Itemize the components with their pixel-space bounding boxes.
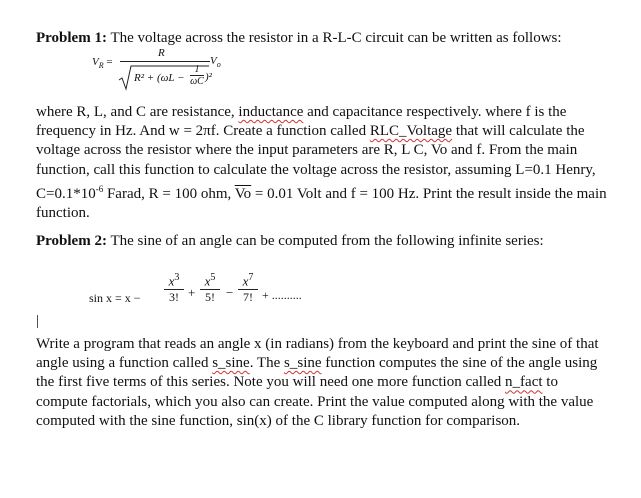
formula-fraction-bar xyxy=(120,61,210,62)
formula-inner-close: )² xyxy=(205,71,212,83)
formula-numerator: R xyxy=(158,47,165,59)
series-op-1: + xyxy=(188,285,196,300)
problem1-heading-text: The voltage across the resistor in a R-L-C circuit can be written as follows: xyxy=(110,30,562,46)
series-term-1: $x^3$ 3! xyxy=(164,270,184,304)
inductance-word: inductance xyxy=(238,104,304,120)
formula-rhs: $V_o$ xyxy=(210,55,221,70)
series-term-3: $x^7$ 7! xyxy=(238,270,258,304)
problem2-description: Write a program that reads an angle x (in radians) from the keyboard and print the sine of that angle using a function called s_sine. The s_sine function computes the sine of the angle using the first five terms of this series. Note you will need one more function called n_fact to compute factorials, which you also can create. Print the value computed along with the value computed with the sine function, sin(x) of the C library function for comparison. xyxy=(36,336,599,429)
problem1-description: where R, L, and C are resistance, inductance and capacitance respectively. where f is the frequency in Hz. And w = 2πf. Create a function called RLC_Voltage that will calculate the voltage across the resistor where the input parameters are R, L C, Vo and f. From the main function, call this function to calculate the voltage across the resistor, assuming L=0.1 Henry, $C=0.1*10^{-6}$ Farad, R = 100 ohm, $\overline{Vo} = 0.01$ Volt and f = 100 Hz. Print the result inside the main function. xyxy=(36,104,607,222)
problem2-label: Problem 2: xyxy=(36,233,107,249)
s-sine-function-name: s_sine xyxy=(212,355,250,372)
series-lhs: sin x = x − xyxy=(89,291,141,305)
problem2-heading xyxy=(36,232,544,251)
formula-sqrt-body: R² + (ωL − xyxy=(134,72,185,84)
s-sine-function-name-2: s_sine xyxy=(284,355,322,372)
formula-lhs: $V_R$ = xyxy=(92,56,113,71)
text-cursor: | xyxy=(36,313,40,329)
series-tail: + .......... xyxy=(262,288,302,302)
problem1-heading xyxy=(36,29,562,48)
series-op-2: − xyxy=(226,285,234,300)
n-fact-function-name: n_fact xyxy=(505,374,543,391)
problem1-label: Problem 1: xyxy=(36,30,107,46)
vo-symbol: $\overline{Vo}$ xyxy=(234,185,252,202)
formula-inner-fraction: 1 ωC xyxy=(190,64,204,87)
rlc-voltage-function-name: RLC_Voltage xyxy=(369,123,453,140)
series-term-2: $x^5$ 5! xyxy=(200,270,220,304)
problem2-heading-text: The sine of an angle can be computed from the following infinite series: xyxy=(110,233,544,249)
